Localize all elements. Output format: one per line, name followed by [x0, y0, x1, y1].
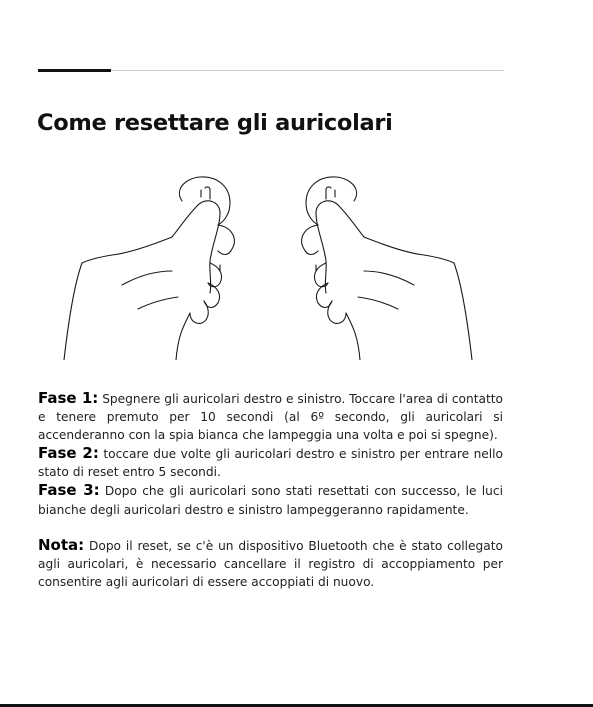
step-3-text: Dopo che gli auricolari sono stati resettati con successo, le luci bianche degli auricolari destro e sinistro lampeggeranno rapidamente. — [38, 484, 503, 517]
step-1-label: Fase 1: — [38, 389, 99, 407]
step-3 — [38, 481, 503, 518]
step-3-label: Fase 3: — [38, 481, 100, 500]
hands-pressing-earbuds-illustration — [60, 175, 476, 360]
step-1-text: Spegnere gli auricolari destro e sinistro. Toccare l'area di contatto e tenere premuto per 10 secondi (al 6º secondo, gli auricolari si accenderanno con la spia bianca che lampeggia una volta e poi si spegne). — [38, 392, 503, 443]
step-2-text: toccare due volte gli auricolari destro e sinistro per entrare nello stato di reset entro 5 secondi. — [38, 447, 504, 480]
left-hand-earbud-icon — [64, 177, 234, 360]
step-1 — [38, 389, 503, 444]
note-text: Dopo il reset, se c'è un dispositivo Bluetooth che è stato collegato agli auricolari, è necessario cancellare il registro di accoppiamento per consentire agli auricolari di essere accoppiati di nuovo. — [38, 538, 503, 589]
note — [38, 536, 503, 591]
reset-instructions — [38, 389, 503, 591]
page-title: Come resettare gli auricolari — [37, 110, 393, 136]
right-hand-earbud-icon — [302, 177, 472, 360]
step-2-label: Fase 2: — [38, 444, 99, 463]
step-2 — [38, 444, 503, 481]
note-label: Nota: — [38, 535, 85, 554]
top-divider-accent — [38, 69, 111, 72]
